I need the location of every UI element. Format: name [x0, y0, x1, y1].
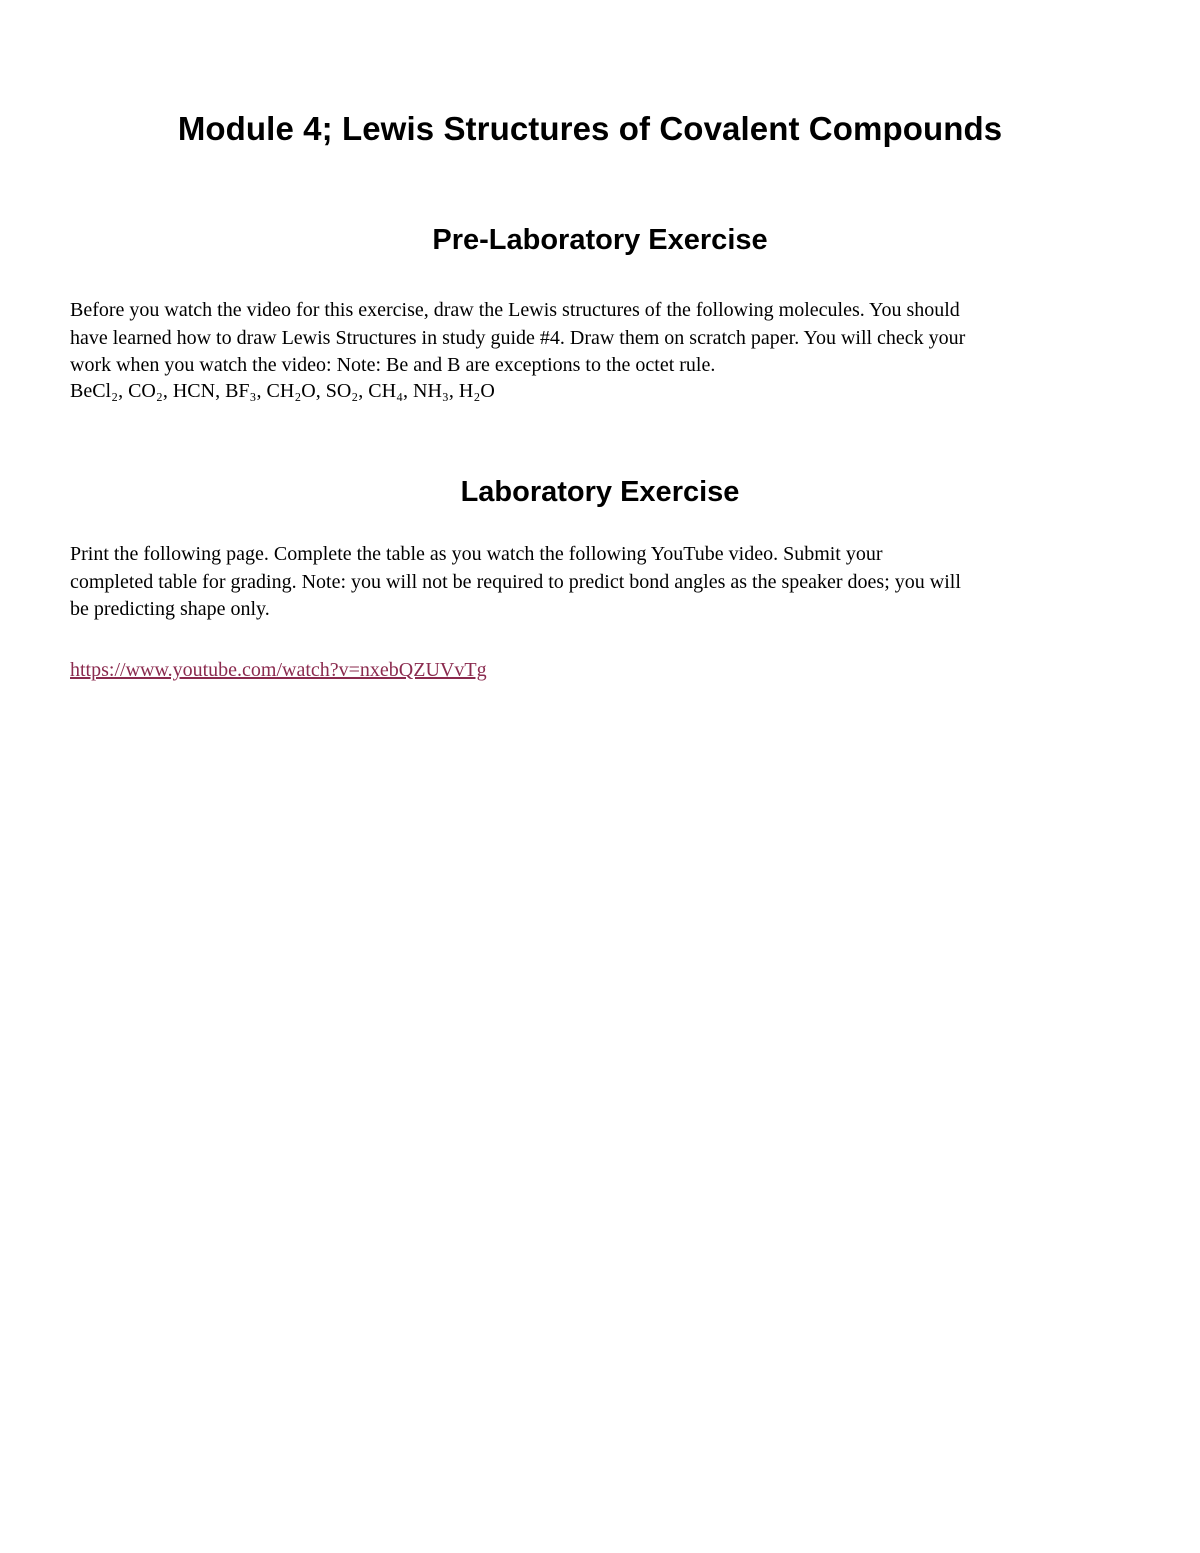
- molecule: HCN: [172, 380, 216, 402]
- molecule-list: BeCl₂, CO₂, HCN, BF₃, CH₂O, SO₂, CH₄, NH₃, H₂O: [70, 380, 495, 402]
- pre-lab-heading: Pre-Laboratory Exercise: [432, 224, 768, 256]
- molecule: CH₄: [368, 380, 404, 402]
- pre-lab-line: have learned how to draw Lewis Structures in study guide #4. Draw them on scratch paper. You will check your: [70, 326, 966, 349]
- molecule: BF₃: [225, 380, 257, 402]
- molecule: CO₂: [128, 380, 163, 402]
- pre-lab-line: Before you watch the video for this exercise, draw the Lewis structures of the following molecules. You should: [70, 299, 960, 321]
- page-title: Module 4; Lewis Structures of Covalent Compounds: [177, 110, 1003, 147]
- lab-line: completed table for grading. Note: you will not be required to predict bond angles as the speaker does; you will: [70, 570, 961, 593]
- molecule: H₂O: [458, 380, 495, 402]
- molecule: SO₂: [325, 380, 359, 402]
- pre-lab-line: work when you watch the video: Note: Be and B are exceptions to the octet rule.: [70, 354, 716, 376]
- pre-lab-instructions: [70, 297, 1140, 380]
- lab-instructions: [70, 541, 1140, 624]
- lab-line: Print the following page. Complete the table as you watch the following YouTube video. Submit your: [70, 543, 883, 565]
- molecule: CH₂O: [266, 380, 316, 402]
- youtube-video-link[interactable]: https://www.youtube.com/watch?v=nxebQZUVvTg: [70, 659, 487, 681]
- lab-heading: Laboratory Exercise: [460, 476, 740, 508]
- molecule: BeCl₂: [70, 380, 119, 402]
- molecule: NH₃: [413, 380, 449, 402]
- lab-line: be predicting shape only.: [70, 598, 270, 620]
